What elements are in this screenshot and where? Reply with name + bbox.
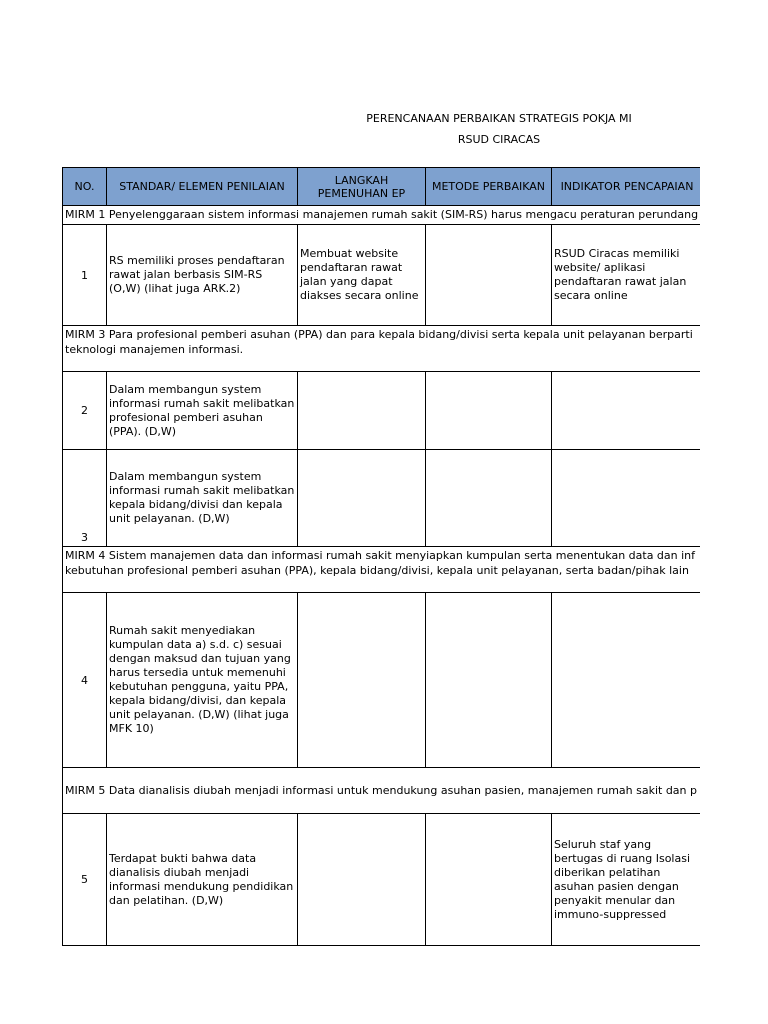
row-number: 1 bbox=[63, 225, 107, 326]
section-mirm5-text: MIRM 5 Data dianalisis diubah menjadi informasi untuk mendukung asuhan pasien, manajemen rumah sakit dan p bbox=[65, 784, 697, 797]
col-header-no: NO. bbox=[63, 168, 107, 206]
langkah-cell bbox=[298, 450, 426, 547]
col-header-metode: METODE PERBAIKAN bbox=[426, 168, 552, 206]
section-mirm3-text-1: MIRM 3 Para profesional pemberi asuhan (PPA) dan para kepala bidang/divisi serta kepala unit pelayanan berparti bbox=[65, 328, 693, 341]
table-row bbox=[63, 225, 701, 326]
indikator-cell: Seluruh staf yang bertugas di ruang Isolasi diberikan pelatihan asuhan pasien dengan penyakit menular dan immuno-suppressed bbox=[552, 814, 701, 946]
document-title bbox=[300, 108, 698, 150]
section-mirm3-text-2: teknologi manajemen informasi. bbox=[65, 343, 244, 356]
indikator-cell bbox=[552, 450, 701, 547]
strategic-plan-table bbox=[62, 167, 700, 946]
section-mirm4-text-1: MIRM 4 Sistem manajemen data dan informasi rumah sakit menyiapkan kumpulan serta menentukan data dan inf bbox=[65, 549, 696, 562]
langkah-cell bbox=[298, 814, 426, 946]
standar-cell: Dalam membangun system informasi rumah sakit melibatkan kepala bidang/divisi dan kepala unit pelayanan. (D,W) bbox=[107, 450, 298, 547]
indikator-cell: RSUD Ciracas memiliki website/ aplikasi pendaftaran rawat jalan secara online bbox=[552, 225, 701, 326]
col-header-standar: STANDAR/ ELEMEN PENILAIAN bbox=[107, 168, 298, 206]
indikator-cell bbox=[552, 593, 701, 768]
metode-cell bbox=[426, 593, 552, 768]
col-header-indikator: INDIKATOR PENCAPAIAN bbox=[552, 168, 701, 206]
col-header-langkah: LANGKAH PEMENUHAN EP bbox=[298, 168, 426, 206]
langkah-cell bbox=[298, 372, 426, 450]
metode-cell bbox=[426, 225, 552, 326]
standar-cell: RS memiliki proses pendaftaran rawat jalan berbasis SIM-RS (O,W) (lihat juga ARK.2) bbox=[107, 225, 298, 326]
standar-cell: Terdapat bukti bahwa data dianalisis diubah menjadi informasi mendukung pendidikan dan pelatihan. (D,W) bbox=[107, 814, 298, 946]
metode-cell bbox=[426, 814, 552, 946]
row-number: 3 bbox=[63, 450, 107, 547]
row-number: 2 bbox=[63, 372, 107, 450]
title-line-1: PERENCANAAN PERBAIKAN STRATEGIS POKJA MI bbox=[366, 112, 632, 125]
section-row-mirm3 bbox=[63, 326, 701, 372]
table-viewport bbox=[62, 167, 700, 947]
langkah-cell bbox=[298, 593, 426, 768]
metode-cell bbox=[426, 450, 552, 547]
section-row-mirm5 bbox=[63, 768, 701, 814]
section-mirm1-text: MIRM 1 Penyelenggaraan sistem informasi manajemen rumah sakit (SIM-RS) harus mengacu peraturan perundang bbox=[65, 208, 699, 221]
metode-cell bbox=[426, 372, 552, 450]
table-row bbox=[63, 593, 701, 768]
standar-cell: Rumah sakit menyediakan kumpulan data a) s.d. c) sesuai dengan maksud dan tujuan yang harus tersedia untuk memenuhi kebutuhan pengguna, yaitu PPA, kepala bidang/divisi, dan kepala unit pelayanan. (D,W) (lihat juga MFK 10) bbox=[107, 593, 298, 768]
section-mirm4-text-2: kebutuhan profesional pemberi asuhan (PPA), kepala bidang/divisi, kepala unit pelayanan, serta badan/pihak lain bbox=[65, 564, 689, 577]
standar-cell: Dalam membangun system informasi rumah sakit melibatkan profesional pemberi asuhan (PPA). (D,W) bbox=[107, 372, 298, 450]
indikator-cell bbox=[552, 372, 701, 450]
row-number: 4 bbox=[63, 593, 107, 768]
header-row bbox=[63, 168, 701, 206]
section-row-mirm1 bbox=[63, 206, 701, 225]
table-row bbox=[63, 372, 701, 450]
table-row bbox=[63, 814, 701, 946]
row-number: 5 bbox=[63, 814, 107, 946]
table-row bbox=[63, 450, 701, 547]
title-line-2: RSUD CIRACAS bbox=[457, 133, 541, 146]
section-row-mirm4 bbox=[63, 547, 701, 593]
langkah-cell: Membuat website pendaftaran rawat jalan yang dapat diakses secara online bbox=[298, 225, 426, 326]
